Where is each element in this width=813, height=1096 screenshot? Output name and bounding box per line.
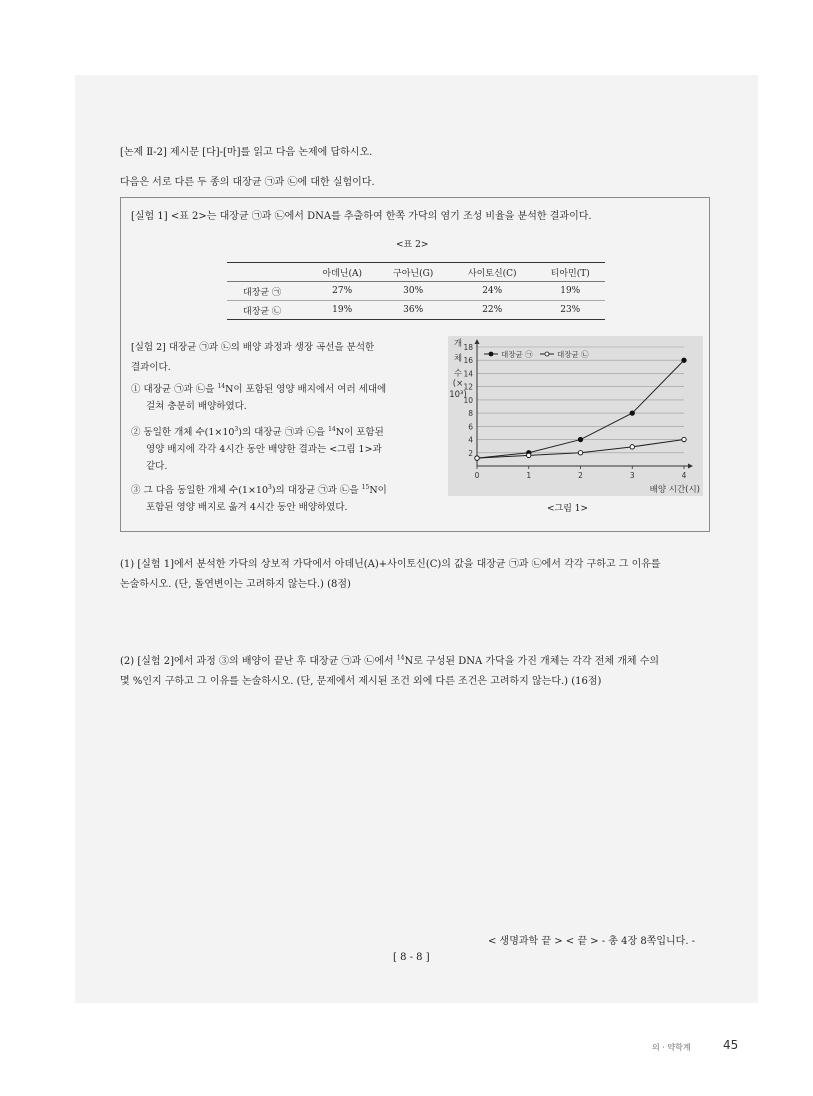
legend-label: 대장균 ㉠ (501, 350, 533, 359)
table-cell: 30% (377, 282, 449, 301)
table-cell: 22% (449, 301, 536, 320)
table-cell: 36% (377, 301, 449, 320)
base-composition-table (227, 262, 605, 320)
col-header: 사이토신(C) (449, 263, 536, 282)
col-header: 아데닌(A) (307, 263, 377, 282)
y-tick-label: 8 (468, 409, 473, 419)
question-1-line2: 논술하시오. (단, 돌연변이는 고려하지 않는다.) (8점) (120, 579, 351, 590)
legend-marker (545, 352, 549, 356)
exp2-step1-line2: 걸쳐 충분히 배양하였다. (146, 401, 247, 412)
end-note: < 생명과학 끝 > < 끝 > - 총 4장 8쪽입니다. - (488, 936, 696, 947)
isotope-sup: 14 (396, 654, 405, 662)
table-cell: 19% (535, 282, 605, 301)
step3-part-c: N이 (369, 485, 387, 496)
page-number: 45 (723, 1038, 739, 1052)
question-header: [논제 Ⅱ-2] 제시문 [다]-[마]를 읽고 다음 논제에 답하시오. (120, 147, 373, 158)
legend-marker (489, 352, 493, 356)
data-point (682, 358, 686, 362)
y-label-char: 수 (453, 369, 463, 379)
q2-part-a: (2) [실험 2]에서 과정 ③의 배양이 끝난 후 대장균 ㉠과 ㉡에서 (120, 656, 397, 667)
table-cell: 23% (535, 301, 605, 320)
y-label-char: 체 (453, 354, 463, 364)
exponent-sup: 3 (268, 483, 272, 491)
table-cell: 27% (307, 282, 377, 301)
exp2-title-line2: 결과이다. (131, 362, 171, 373)
x-tick-label: 4 (681, 471, 687, 480)
footer-label: 의 · 약학계 (652, 1043, 691, 1052)
step2-part-c: N이 포함된 (335, 427, 384, 438)
y-tick-label: 16 (463, 356, 473, 366)
x-tick-label: 3 (629, 471, 635, 480)
y-tick-label: 4 (468, 435, 473, 445)
question-1-line1: (1) [실험 1]에서 분석한 가닥의 상보적 가닥에서 아데닌(A)+사이토신(C)의 값을 대장균 ㉠과 ㉡에서 각각 구하고 그 이유를 (120, 559, 661, 570)
x-tick-label: 2 (578, 471, 583, 480)
data-point (475, 456, 479, 460)
data-point (527, 453, 531, 457)
exponent-sup: 3 (234, 425, 239, 433)
exp2-step1 (131, 383, 386, 397)
exp2-step3-line2: 포함된 영양 배지로 옮겨 4시간 동안 배양하였다. (146, 502, 348, 513)
intro-text: 다음은 서로 다른 두 종의 대장균 ㉠과 ㉡에 대한 실험이다. (120, 177, 375, 188)
data-point (630, 411, 634, 415)
legend-label: 대장균 ㉡ (557, 350, 589, 359)
page-marker: [ 8 - 8 ] (393, 952, 430, 963)
step3-part-a: ③ 그 다음 동일한 개체 수(1×10 (131, 485, 268, 496)
col-header: 티아민(T) (535, 263, 605, 282)
table-row (227, 301, 605, 320)
y-tick-label: 10 (463, 395, 473, 405)
step1-part-a: ① 대장균 ㉠과 ㉡을 (131, 384, 218, 395)
table-cell: 19% (307, 301, 377, 320)
y-tick-label: 14 (463, 369, 473, 379)
question-2-line2: 몇 %인지 구하고 그 이유를 논술하시오. (단, 문제에서 제시된 조건 외에 다른 조건은 고려하지 않는다.) (16점) (120, 676, 602, 687)
isotope-sup: 14 (217, 382, 226, 390)
step2-part-b: )의 대장균 ㉠과 ㉡을 (238, 427, 329, 438)
growth-curve-chart (448, 336, 703, 496)
exp2-step2 (131, 426, 384, 440)
data-point (682, 437, 686, 441)
table-row (227, 282, 605, 301)
step2-part-a: ② 동일한 개체 수(1×10 (131, 427, 235, 438)
y-tick-label: 2 (468, 448, 473, 458)
exp2-step2-line3: 같다. (146, 461, 168, 472)
row-label: 대장균 ㉠ (227, 282, 307, 301)
exp1-text: [실험 1] <표 2>는 대장균 ㉠과 ㉡에서 DNA를 추출하여 한쪽 가닥의 염기 조성 비율을 분석한 결과이다. (131, 211, 592, 222)
data-point (630, 445, 634, 449)
y-tick-label: 12 (463, 382, 473, 392)
y-label-char: 10³) (449, 390, 467, 400)
q2-part-b: N로 구성된 DNA 가닥을 가진 개체는 각각 전체 개체 수의 (404, 656, 660, 667)
y-tick-label: 18 (463, 343, 473, 352)
col-header: 구아닌(G) (377, 263, 449, 282)
x-tick-label: 0 (474, 471, 480, 480)
exp2-step3 (131, 484, 387, 498)
table-cell: 24% (449, 282, 536, 301)
y-label-char: (× (452, 379, 464, 389)
x-axis-label: 배양 시간(시) (649, 485, 700, 495)
row-label: 대장균 ㉡ (227, 301, 307, 320)
data-point (578, 451, 582, 455)
y-tick-label: 6 (468, 422, 473, 432)
x-tick-label: 1 (526, 471, 532, 480)
isotope-sup: 15 (361, 483, 370, 491)
exp2-title-line1: [실험 2] 대장균 ㉠과 ㉡의 배양 과정과 생장 곡선을 분석한 (131, 342, 375, 353)
isotope-sup: 14 (328, 425, 336, 433)
table-corner (227, 263, 307, 282)
figure-caption: <그림 1> (547, 504, 589, 514)
data-point (578, 437, 582, 441)
table-caption: <표 2> (396, 240, 429, 250)
step3-part-b: )의 대장균 ㉠과 ㉡을 (271, 485, 362, 496)
step1-part-b: N이 포함된 영양 배지에서 여러 세대에 (225, 384, 387, 395)
y-label-char: 개 (453, 339, 463, 349)
exp2-step2-line2: 영양 배지에 각각 4시간 동안 배양한 결과는 <그림 1>과 (146, 444, 382, 455)
question-2-line1 (120, 655, 659, 669)
